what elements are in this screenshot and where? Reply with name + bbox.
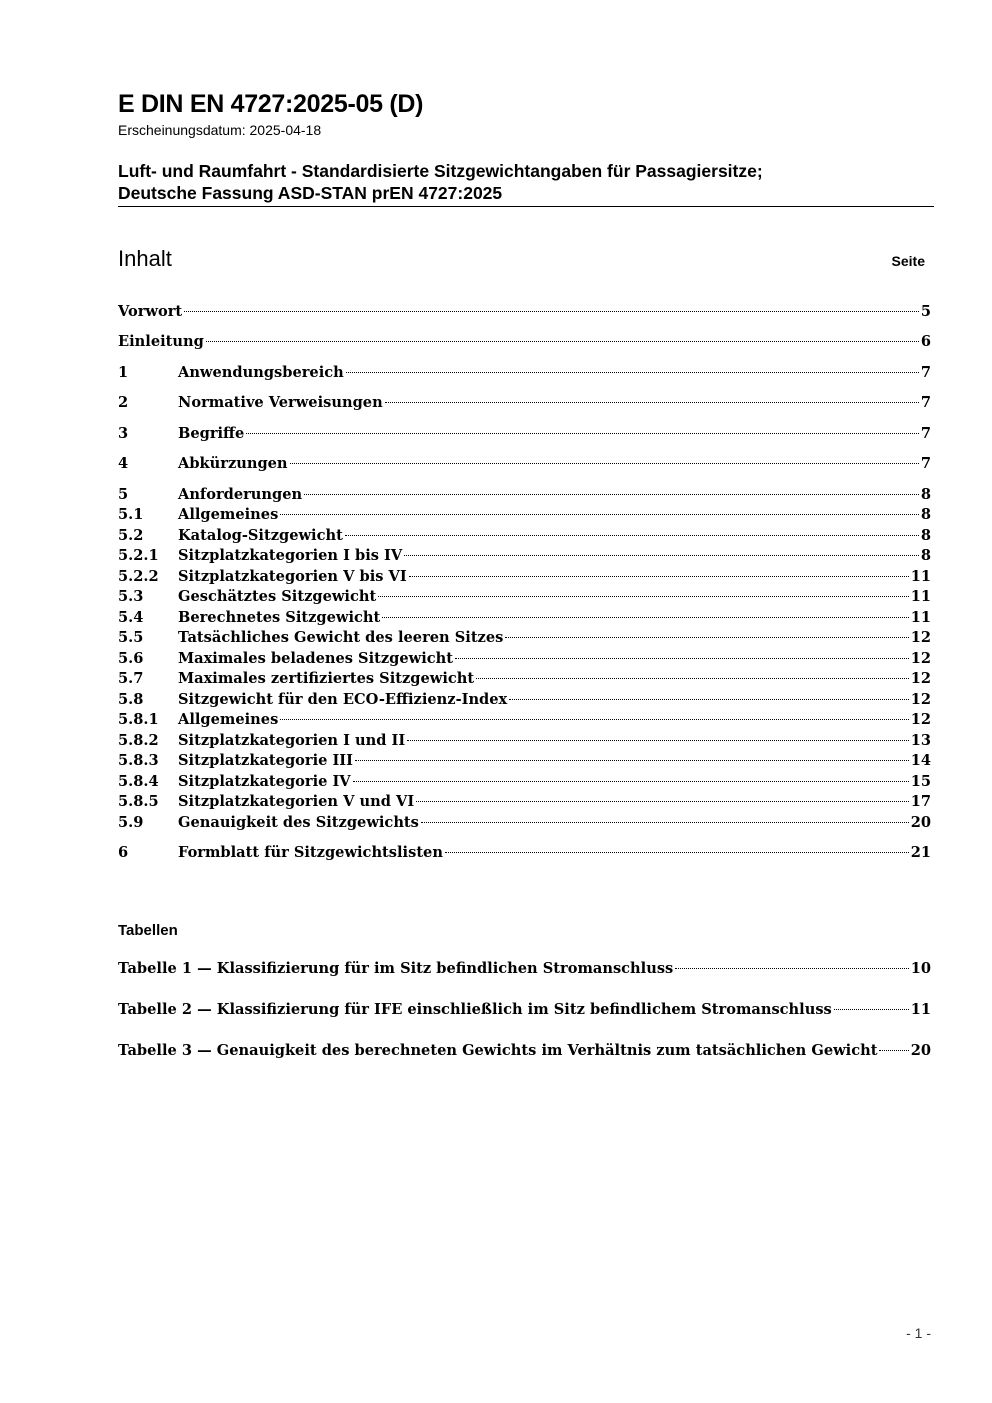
toc-number: 5.6 bbox=[118, 650, 144, 667]
toc-text: Anwendungsbereich bbox=[178, 364, 344, 381]
page-number: - 1 - bbox=[906, 1325, 931, 1341]
toc-page: 8 bbox=[920, 486, 931, 503]
toc-number: 5.8.2 bbox=[118, 732, 159, 749]
toc-page: 7 bbox=[920, 425, 931, 442]
page-column-label: Seite bbox=[891, 253, 925, 269]
toc-number: 5.8.4 bbox=[118, 773, 159, 790]
toc-number: 5.2 bbox=[118, 527, 144, 544]
toc-text: Sitzplatzkategorien I bis IV bbox=[178, 547, 403, 564]
toc-number: 5.7 bbox=[118, 670, 144, 687]
dot-leader bbox=[509, 699, 908, 700]
toc-entry-5-2-1[interactable] bbox=[118, 546, 931, 566]
dot-leader bbox=[404, 555, 919, 556]
table-entry-3[interactable] bbox=[118, 1041, 931, 1061]
toc-entry-5-1[interactable] bbox=[118, 505, 931, 525]
dot-leader bbox=[355, 760, 909, 761]
toc-number: 5.3 bbox=[118, 588, 144, 605]
dot-leader bbox=[280, 719, 908, 720]
toc-page: 20 bbox=[910, 814, 931, 831]
toc-number: 5 bbox=[118, 486, 129, 503]
toc-page: 12 bbox=[910, 691, 931, 708]
toc-number: 5.9 bbox=[118, 814, 144, 831]
toc-page: 12 bbox=[910, 650, 931, 667]
toc-entry-1[interactable] bbox=[118, 363, 931, 383]
dot-leader bbox=[476, 678, 909, 679]
toc-text: Maximales beladenes Sitzgewicht bbox=[178, 650, 453, 667]
toc-page: 7 bbox=[920, 394, 931, 411]
toc-number: 2 bbox=[118, 394, 129, 411]
toc-number: 1 bbox=[118, 364, 129, 381]
toc-text: Geschätztes Sitzgewicht bbox=[178, 588, 377, 605]
table-entry-text: Tabelle 2 — Klassifizierung für IFE einschließlich im Sitz befindlichem Stromanschluss bbox=[118, 1001, 832, 1018]
toc-entry-5[interactable] bbox=[118, 485, 931, 505]
toc-page: 5 bbox=[920, 303, 931, 320]
toc-number: 5.8.1 bbox=[118, 711, 159, 728]
toc-page: 21 bbox=[910, 844, 931, 861]
toc-entry-5-8-3[interactable] bbox=[118, 751, 931, 771]
table-entry-text: Tabelle 3 — Genauigkeit des berechneten Gewichts im Verhältnis zum tatsächlichen Gewicht bbox=[118, 1042, 878, 1059]
title-line-1: Luft- und Raumfahrt - Standardisierte Sitzgewichtangaben für Passagiersitze; bbox=[118, 161, 763, 181]
toc-text: Allgemeines bbox=[178, 711, 279, 728]
toc-number: 3 bbox=[118, 425, 129, 442]
toc-page: 17 bbox=[910, 793, 931, 810]
table-entry-1[interactable] bbox=[118, 959, 931, 979]
dot-leader bbox=[304, 494, 919, 495]
toc-entry-5-2[interactable] bbox=[118, 526, 931, 546]
table-entry-2[interactable] bbox=[118, 1000, 931, 1020]
toc-text: Abkürzungen bbox=[178, 455, 288, 472]
toc-number: 6 bbox=[118, 844, 129, 861]
toc-page: 13 bbox=[910, 732, 931, 749]
toc-entry-5-8-1[interactable] bbox=[118, 710, 931, 730]
dot-leader bbox=[421, 822, 909, 823]
toc-page: 11 bbox=[910, 568, 931, 585]
tables-heading: Tabellen bbox=[118, 922, 178, 939]
dot-leader bbox=[280, 514, 919, 515]
dot-leader bbox=[834, 1009, 909, 1010]
toc-text: Katalog-Sitzgewicht bbox=[178, 527, 343, 544]
toc-page: 7 bbox=[920, 364, 931, 381]
toc-entry-6[interactable] bbox=[118, 843, 931, 863]
toc-page: 8 bbox=[920, 547, 931, 564]
toc-entry-5-5[interactable] bbox=[118, 628, 931, 648]
toc-entry-vorwort[interactable] bbox=[118, 302, 931, 322]
toc-number: 5.8.3 bbox=[118, 752, 159, 769]
toc-text: Sitzplatzkategorie III bbox=[178, 752, 353, 769]
dot-leader bbox=[505, 637, 908, 638]
toc-entry-5-3[interactable] bbox=[118, 587, 931, 607]
toc-page: 8 bbox=[920, 527, 931, 544]
toc-number: 5.8 bbox=[118, 691, 144, 708]
toc-entry-5-7[interactable] bbox=[118, 669, 931, 689]
title-line-2: Deutsche Fassung ASD-STAN prEN 4727:2025 bbox=[118, 183, 503, 203]
toc-page: 6 bbox=[920, 333, 931, 350]
toc-entry-5-6[interactable] bbox=[118, 649, 931, 669]
toc-text: Sitzgewicht für den ECO-Effizienz-Index bbox=[178, 691, 508, 708]
document-title bbox=[118, 160, 934, 207]
toc-number: 5.4 bbox=[118, 609, 144, 626]
toc-text: Genauigkeit des Sitzgewichts bbox=[178, 814, 419, 831]
table-entry-page: 11 bbox=[910, 1001, 931, 1018]
dot-leader bbox=[445, 852, 909, 853]
dot-leader bbox=[416, 801, 909, 802]
toc-page: 12 bbox=[910, 711, 931, 728]
toc-number: 4 bbox=[118, 455, 129, 472]
toc-entry-einleitung[interactable] bbox=[118, 332, 931, 352]
toc-text: Maximales zertifiziertes Sitzgewicht bbox=[178, 670, 475, 687]
dot-leader bbox=[675, 968, 908, 969]
table-entry-page: 10 bbox=[910, 960, 931, 977]
toc-entry-5-2-2[interactable] bbox=[118, 567, 931, 587]
dot-leader bbox=[382, 617, 908, 618]
dot-leader bbox=[409, 576, 909, 577]
toc-text: Normative Verweisungen bbox=[178, 394, 383, 411]
toc-entry-5-8-2[interactable] bbox=[118, 731, 931, 751]
publication-date: Erscheinungsdatum: 2025-04-18 bbox=[118, 122, 322, 138]
document-id: E DIN EN 4727:2025-05 (D) bbox=[118, 90, 424, 118]
toc-page: 11 bbox=[910, 609, 931, 626]
toc-number: 5.1 bbox=[118, 506, 144, 523]
toc-text: Berechnetes Sitzgewicht bbox=[178, 609, 381, 626]
dot-leader bbox=[346, 372, 919, 373]
toc-entry-5-4[interactable] bbox=[118, 608, 931, 628]
toc-number: 5.8.5 bbox=[118, 793, 159, 810]
toc-number: 5.2.1 bbox=[118, 547, 159, 564]
toc-entry-2[interactable] bbox=[118, 393, 931, 413]
dot-leader bbox=[879, 1050, 908, 1051]
toc-page: 12 bbox=[910, 670, 931, 687]
toc-text: Allgemeines bbox=[178, 506, 279, 523]
toc-text: Sitzplatzkategorien I und II bbox=[178, 732, 406, 749]
toc-entry-3[interactable] bbox=[118, 424, 931, 444]
dot-leader bbox=[385, 402, 919, 403]
dot-leader bbox=[206, 341, 919, 342]
toc-text: Sitzplatzkategorien V bis VI bbox=[178, 568, 407, 585]
toc-text: Sitzplatzkategorien V und VI bbox=[178, 793, 415, 810]
toc-page: 14 bbox=[910, 752, 931, 769]
toc-text: Sitzplatzkategorie IV bbox=[178, 773, 351, 790]
toc-number: 5.5 bbox=[118, 629, 144, 646]
dot-leader bbox=[345, 535, 919, 536]
dot-leader bbox=[290, 463, 919, 464]
toc-text: Einleitung bbox=[118, 333, 204, 350]
toc-text: Formblatt für Sitzgewichtslisten bbox=[178, 844, 443, 861]
toc-page: 15 bbox=[910, 773, 931, 790]
dot-leader bbox=[246, 433, 919, 434]
toc-entry-4[interactable] bbox=[118, 454, 931, 474]
toc-text: Tatsächliches Gewicht des leeren Sitzes bbox=[178, 629, 504, 646]
toc-page: 12 bbox=[910, 629, 931, 646]
table-entry-text: Tabelle 1 — Klassifizierung für im Sitz befindlichen Stromanschluss bbox=[118, 960, 674, 977]
toc-number: 5.2.2 bbox=[118, 568, 159, 585]
dot-leader bbox=[353, 781, 909, 782]
toc-entry-5-8[interactable] bbox=[118, 690, 931, 710]
toc-text: Vorwort bbox=[118, 303, 183, 320]
toc-entry-5-8-5[interactable] bbox=[118, 792, 931, 812]
toc-page: 7 bbox=[920, 455, 931, 472]
dot-leader bbox=[407, 740, 909, 741]
dot-leader bbox=[455, 658, 909, 659]
dot-leader bbox=[184, 311, 919, 312]
toc-text: Anforderungen bbox=[178, 486, 303, 503]
table-entry-page: 20 bbox=[910, 1042, 931, 1059]
dot-leader bbox=[378, 596, 908, 597]
toc-text: Begriffe bbox=[178, 425, 245, 442]
toc-entry-5-8-4[interactable] bbox=[118, 772, 931, 792]
toc-page: 11 bbox=[910, 588, 931, 605]
contents-heading: Inhalt bbox=[118, 246, 172, 271]
toc-entry-5-9[interactable] bbox=[118, 813, 931, 833]
toc-page: 8 bbox=[920, 506, 931, 523]
